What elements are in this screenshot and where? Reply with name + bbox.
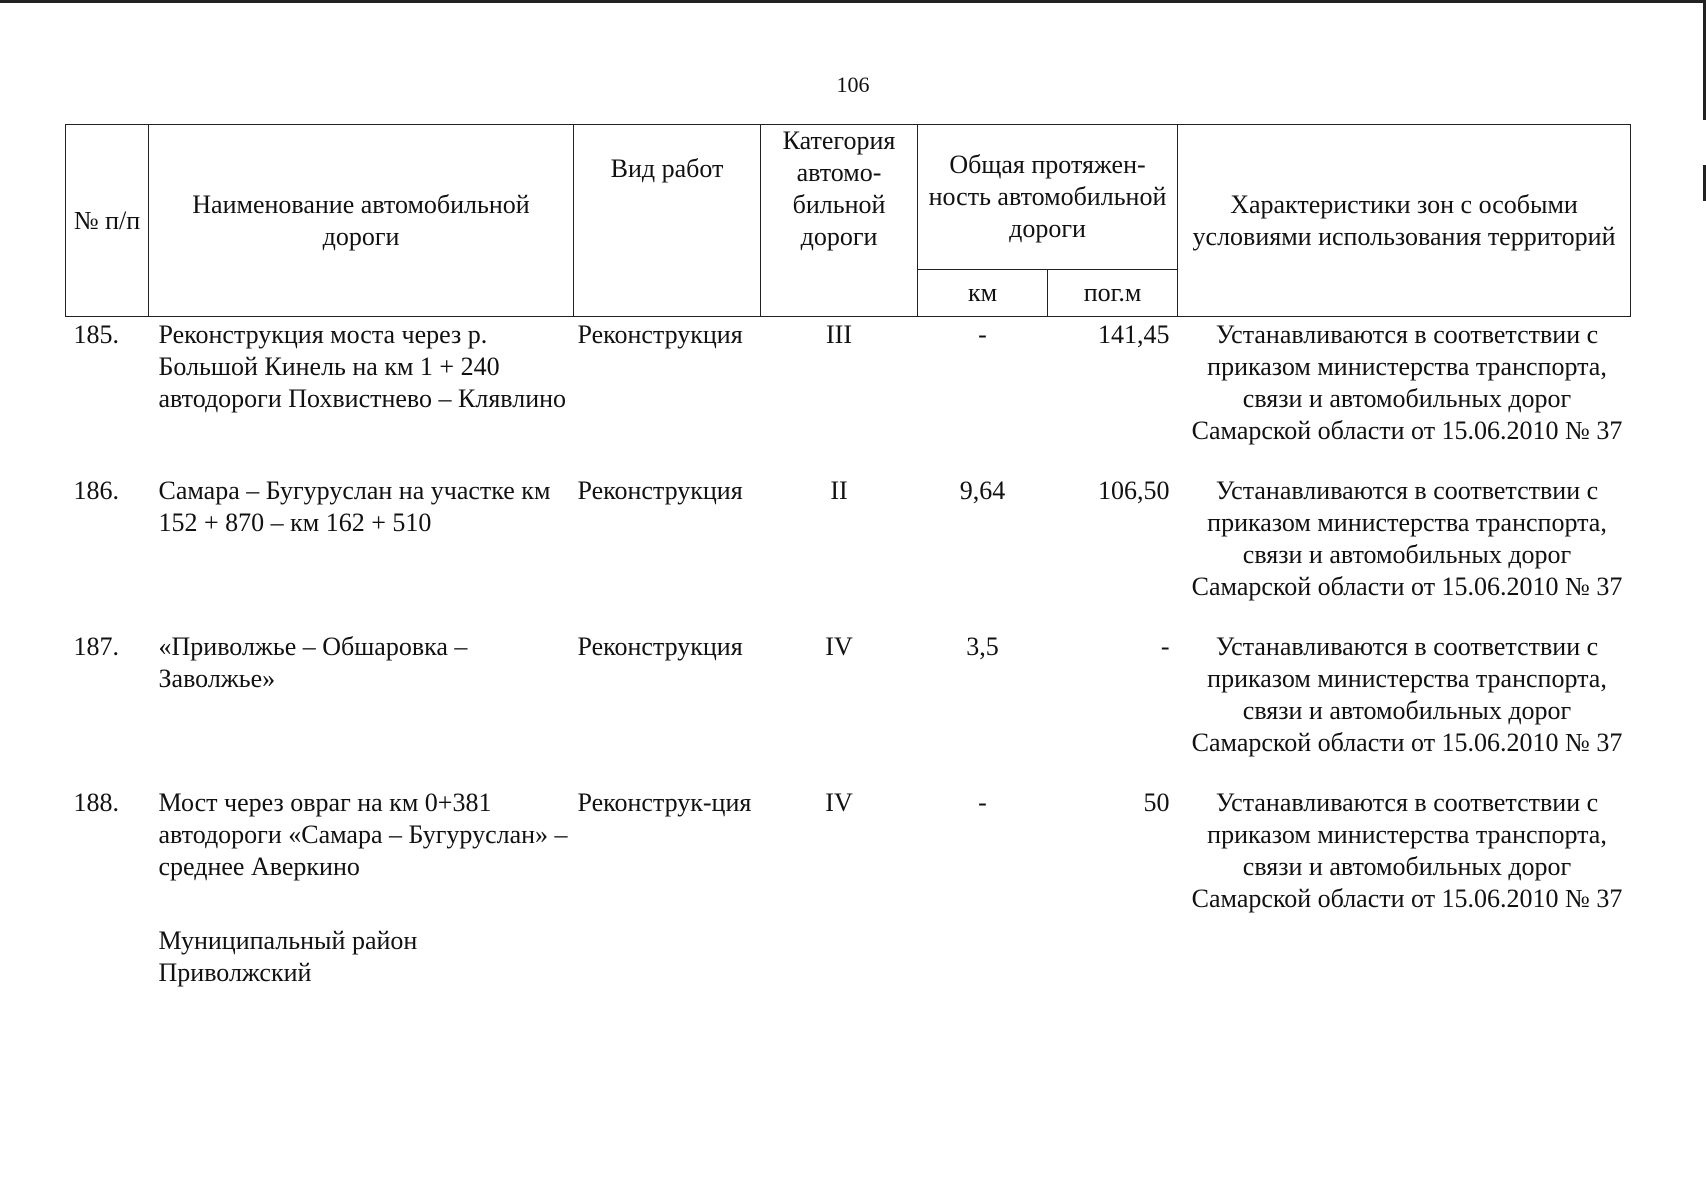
row-characteristics: Устанавливаются в соответствии с приказом министерства транспорта, связи и автомобильных дорог Самарской области от 15.06.2010 № 37 bbox=[1191, 632, 1623, 757]
row-km: - bbox=[978, 320, 987, 349]
row-km: - bbox=[978, 788, 987, 817]
row-characteristics: Устанавливаются в соответствии с приказом министерства транспорта, связи и автомобильных дорог Самарской области от 15.06.2010 № 37 bbox=[1191, 476, 1623, 601]
row-pm: 50 bbox=[1143, 788, 1170, 817]
row-work: Реконструкция bbox=[577, 476, 743, 505]
header-km: км bbox=[918, 270, 1048, 317]
row-num: 187. bbox=[73, 632, 119, 661]
table-row bbox=[66, 785, 1631, 989]
row-category: IV bbox=[825, 632, 853, 661]
row-pm: - bbox=[1160, 632, 1170, 661]
row-characteristics: Устанавливаются в соответствии с приказом министерства транспорта, связи и автомобильных дорог Самарской области от 15.06.2010 № 37 bbox=[1191, 320, 1623, 445]
header-name: Наименование автомобильной дороги bbox=[149, 125, 574, 317]
row-work: Реконструкция bbox=[577, 632, 743, 661]
row-category: III bbox=[826, 320, 852, 349]
row-characteristics: Устанавливаются в соответствии с приказом министерства транспорта, связи и автомобильных дорог Самарской области от 15.06.2010 № 37 bbox=[1191, 788, 1623, 913]
row-work: Реконструк-ция bbox=[577, 788, 752, 817]
row-category: IV bbox=[825, 788, 853, 817]
scan-border-top bbox=[0, 0, 1706, 3]
row-num: 188. bbox=[73, 788, 119, 817]
page-number: 106 bbox=[836, 72, 870, 97]
roads-table bbox=[65, 124, 1631, 989]
table-row bbox=[66, 317, 1631, 474]
row-km: 9,64 bbox=[959, 476, 1006, 505]
table-row bbox=[66, 473, 1631, 629]
row-work: Реконструкция bbox=[577, 320, 743, 349]
row-category: II bbox=[830, 476, 848, 505]
row-name: «Приволжье – Обшаровка – Заволжье» bbox=[158, 632, 468, 693]
municipal-district-label: Муниципальный район Приволжский bbox=[158, 926, 418, 987]
header-characteristics: Характеристики зон с особыми условиями использования территорий bbox=[1178, 125, 1631, 317]
row-km: 3,5 bbox=[966, 632, 999, 661]
row-num: 185. bbox=[73, 320, 119, 349]
row-num: 186. bbox=[73, 476, 119, 505]
table-row bbox=[66, 629, 1631, 785]
row-name: Самара – Бугуруслан на участке км 152 + 870 – км 162 + 510 bbox=[158, 476, 551, 537]
table-header bbox=[66, 125, 1631, 317]
row-name: Реконструкция моста через р. Большой Кинель на км 1 + 240 автодороги Похвистнево – Клявлино bbox=[158, 320, 567, 413]
header-pm: пог.м bbox=[1048, 270, 1178, 317]
table-body bbox=[66, 317, 1631, 990]
row-name: Мост через овраг на км 0+381 автодороги «Самара – Бугуруслан» – среднее Аверкино bbox=[158, 788, 568, 881]
header-category: Категория автомо-бильной дороги bbox=[761, 125, 918, 317]
header-length: Общая протяжен-ность автомобильной дороги bbox=[918, 125, 1178, 270]
row-pm: 141,45 bbox=[1098, 320, 1170, 349]
header-num: № п/п bbox=[66, 125, 149, 317]
row-pm: 106,50 bbox=[1098, 476, 1170, 505]
header-work: Вид работ bbox=[574, 125, 761, 317]
row-name-cell bbox=[149, 785, 574, 989]
